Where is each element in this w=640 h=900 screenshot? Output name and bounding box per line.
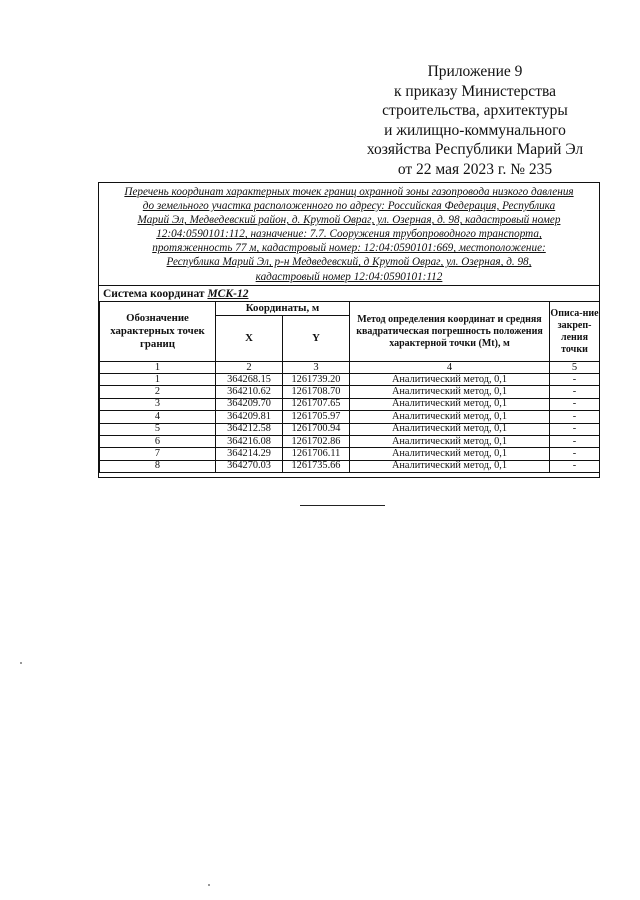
cell-description: - — [550, 374, 600, 386]
cell-x: 364268.15 — [216, 374, 283, 386]
caption-line: кадастровый номер 12:04:0590101:112 — [255, 270, 443, 283]
cell-point: 6 — [100, 435, 216, 447]
coordinates-table — [99, 301, 600, 473]
appendix-line: хозяйства Республики Марий Эл — [366, 141, 584, 158]
appendix-line: Приложение 9 — [427, 63, 523, 80]
cell-method: Аналитический метод, 0,1 — [350, 374, 550, 386]
caption-line: Республика Марий Эл, р-н Медведевский, д Крутой Овраг, ул. Озерная, д. 98, — [166, 256, 532, 269]
cell-method: Аналитический метод, 0,1 — [350, 386, 550, 398]
column-number: 1 — [100, 362, 216, 374]
appendix-line: к приказу Министерства — [394, 82, 556, 100]
header-x: X — [216, 316, 283, 362]
cell-point: 3 — [100, 398, 216, 410]
column-number: 4 — [350, 362, 550, 374]
appendix-line: и жилищно-коммунального — [384, 121, 566, 139]
table-row — [100, 386, 600, 398]
cell-x: 364270.03 — [216, 460, 283, 472]
header-method: Метод определения координат и средняя квадратическая погрешность положения характерной точки (Mt), м — [350, 302, 550, 362]
cell-description: - — [550, 398, 600, 410]
cell-method: Аналитический метод, 0,1 — [350, 398, 550, 410]
cell-description: - — [550, 435, 600, 447]
cell-method: Аналитический метод, 0,1 — [350, 411, 550, 423]
coordinate-system — [103, 288, 248, 300]
column-number: 5 — [550, 362, 600, 374]
cell-point: 7 — [100, 448, 216, 460]
scan-speck — [20, 662, 22, 664]
coordinates-frame — [98, 182, 600, 478]
cell-x: 364209.81 — [216, 411, 283, 423]
cell-method: Аналитический метод, 0,1 — [350, 460, 550, 472]
cell-description: - — [550, 460, 600, 472]
column-number: 3 — [283, 362, 350, 374]
appendix-line: строительства, архитектуры — [382, 102, 568, 119]
caption-line: Марий Эл, Медведевский район, д. Крутой Овраг, ул. Озерная, д. 98, кадастровый номер — [137, 214, 561, 227]
cell-x: 364212.58 — [216, 423, 283, 435]
header-description: Описа-ние закреп-ления точки — [550, 302, 600, 362]
appendix-heading — [330, 62, 620, 179]
cell-y: 1261739.20 — [283, 374, 350, 386]
caption-line: протяженность 77 м, кадастровый номер: 12:04:0590101:669, местоположение: — [152, 242, 546, 255]
caption-line: 12:04:0590101:112, назначение: 7.7. Сооружения трубопроводного транспорта, — [156, 228, 542, 241]
cell-y: 1261706.11 — [283, 448, 350, 460]
cell-description: - — [550, 411, 600, 423]
caption-line: Перечень координат характерных точек границ охранной зоны газопровода низкого давления — [124, 186, 574, 198]
cell-method: Аналитический метод, 0,1 — [350, 423, 550, 435]
table-row — [100, 398, 600, 410]
cell-y: 1261700.94 — [283, 423, 350, 435]
cell-description: - — [550, 386, 600, 398]
coordinate-system-label: Система координат — [103, 288, 205, 300]
header-y: Y — [283, 316, 350, 362]
cell-x: 364210.62 — [216, 386, 283, 398]
coordinate-system-value: МСК-12 — [207, 288, 249, 300]
column-number: 2 — [216, 362, 283, 374]
scan-speck — [208, 884, 210, 886]
cell-description: - — [550, 423, 600, 435]
cell-y: 1261735.66 — [283, 460, 350, 472]
table-row — [100, 374, 600, 386]
closing-rule — [300, 505, 385, 506]
cell-x: 364209.70 — [216, 398, 283, 410]
cell-y: 1261707.65 — [283, 398, 350, 410]
table-row — [100, 435, 600, 447]
table-row — [100, 423, 600, 435]
cell-y: 1261708.70 — [283, 386, 350, 398]
cell-method: Аналитический метод, 0,1 — [350, 448, 550, 460]
cell-description: - — [550, 448, 600, 460]
column-number-row — [100, 362, 600, 374]
appendix-line: от 22 мая 2023 г. № 235 — [397, 160, 553, 178]
cell-x: 364216.08 — [216, 435, 283, 447]
caption-line: до земельного участка расположенного по адресу: Российская Федерация, Республика — [142, 200, 556, 213]
cell-point: 2 — [100, 386, 216, 398]
cell-point: 5 — [100, 423, 216, 435]
table-caption — [99, 183, 599, 286]
cell-method: Аналитический метод, 0,1 — [350, 435, 550, 447]
cell-point: 4 — [100, 411, 216, 423]
cell-y: 1261702.86 — [283, 435, 350, 447]
header-designation: Обозначение характерных точек границ — [100, 302, 216, 362]
cell-y: 1261705.97 — [283, 411, 350, 423]
cell-point: 1 — [100, 374, 216, 386]
header-coordinates: Координаты, м — [216, 302, 350, 316]
cell-point: 8 — [100, 460, 216, 472]
table-row — [100, 460, 600, 472]
cell-x: 364214.29 — [216, 448, 283, 460]
table-row — [100, 411, 600, 423]
table-row — [100, 448, 600, 460]
